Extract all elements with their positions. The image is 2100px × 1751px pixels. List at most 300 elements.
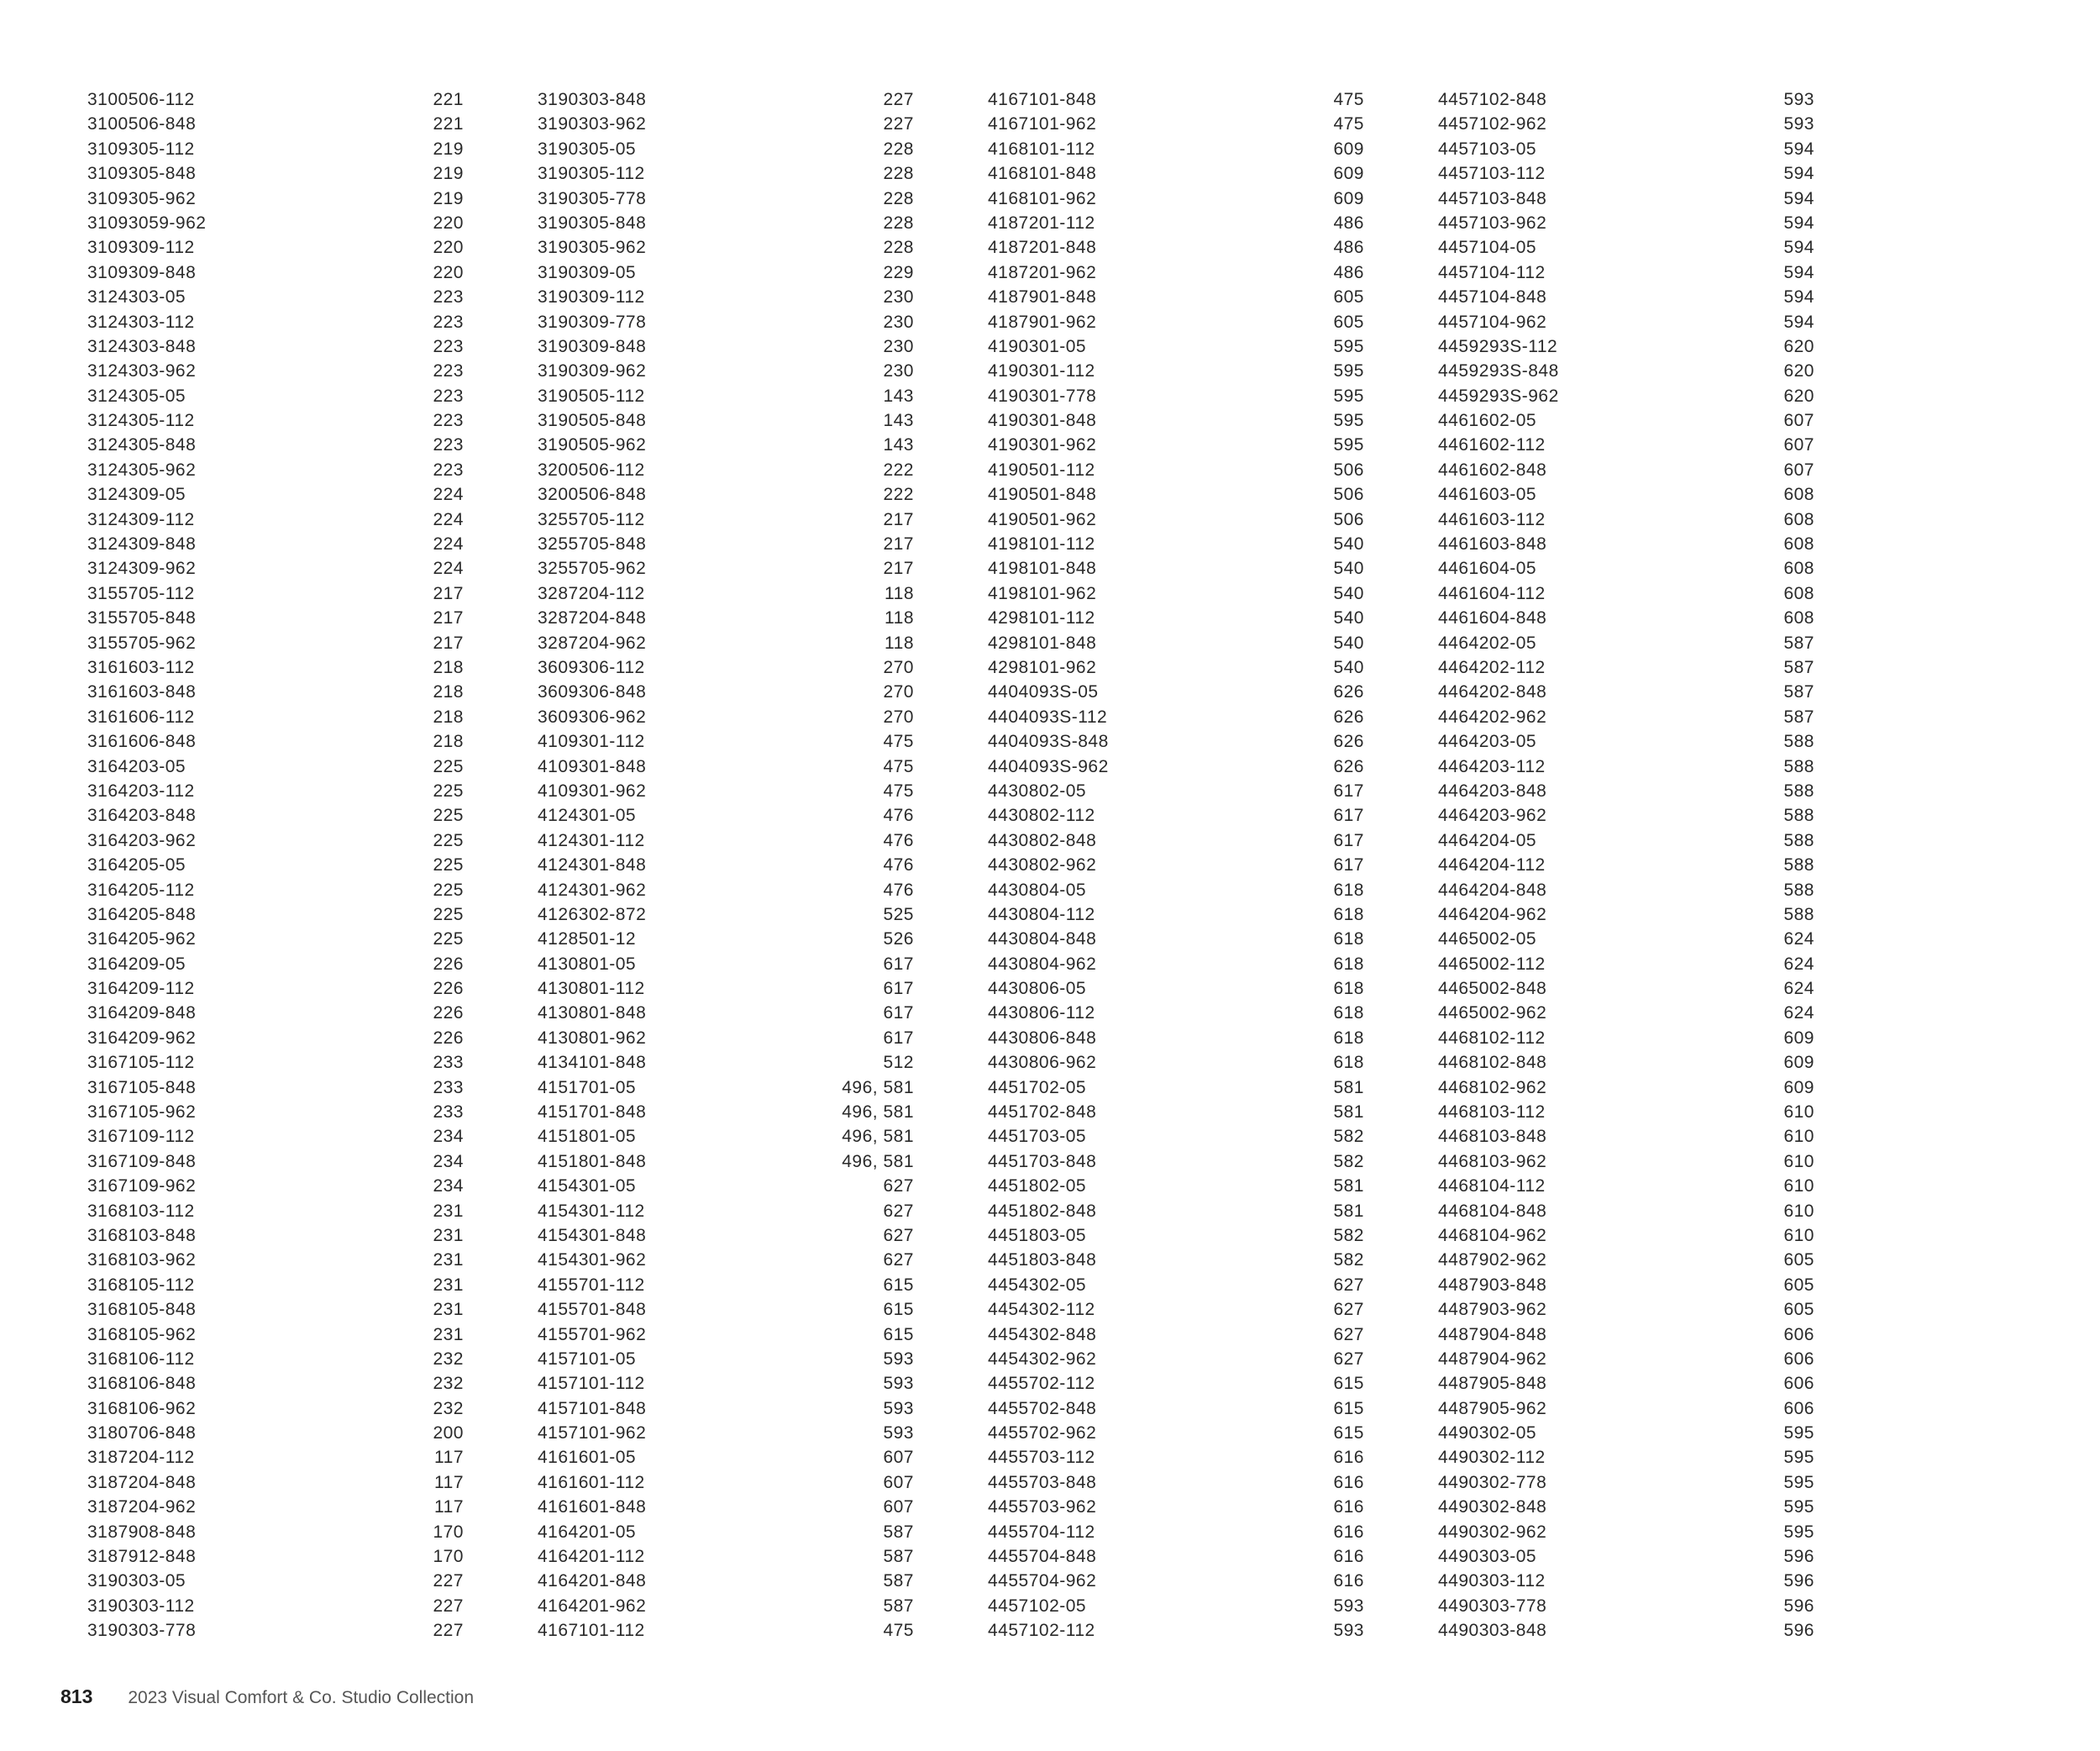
page-reference: 609 <box>1333 188 1364 208</box>
page-reference: 218 <box>433 682 464 702</box>
index-entry <box>538 705 914 729</box>
index-entry <box>1438 1273 1814 1297</box>
sku-number: 3168106-112 <box>87 1349 195 1369</box>
sku-number: 4457102-05 <box>988 1596 1087 1616</box>
page-reference: 620 <box>1783 336 1814 356</box>
page-reference: 232 <box>433 1349 464 1369</box>
index-entry <box>988 803 1364 828</box>
page-reference: 617 <box>883 1003 914 1023</box>
page-reference: 624 <box>1783 954 1814 974</box>
index-entry <box>1438 260 1814 285</box>
index-entry <box>538 1100 914 1124</box>
page-reference: 476 <box>883 806 914 826</box>
index-entry <box>1438 1544 1814 1569</box>
page-reference: 231 <box>433 1300 464 1320</box>
page-footer <box>60 1685 474 1708</box>
index-entry <box>988 680 1364 704</box>
index-entry <box>538 1421 914 1445</box>
index-entry <box>538 878 914 902</box>
sku-number: 4198101-962 <box>988 583 1097 603</box>
page-reference: 230 <box>883 361 914 381</box>
index-entry <box>538 655 914 680</box>
index-entry <box>538 532 914 556</box>
sku-number: 3167105-112 <box>87 1053 195 1073</box>
index-entry <box>87 581 464 606</box>
index-entry <box>988 359 1364 383</box>
index-entry <box>1438 310 1814 334</box>
index-entry <box>87 1445 464 1470</box>
index-entry <box>87 532 464 556</box>
page-reference: 594 <box>1783 287 1814 308</box>
sku-number: 4464202-112 <box>1438 657 1546 677</box>
sku-number: 4126302-872 <box>538 904 647 924</box>
index-entry <box>1438 878 1814 902</box>
sku-number: 3190305-962 <box>538 238 647 258</box>
sku-number: 3164205-112 <box>87 880 195 900</box>
index-entry <box>87 1371 464 1396</box>
sku-number: 4465002-05 <box>1438 929 1537 949</box>
index-entry <box>1438 235 1814 260</box>
sku-number: 4298101-848 <box>988 633 1097 653</box>
page-reference: 595 <box>1333 336 1364 356</box>
index-entry <box>988 285 1364 309</box>
index-entry <box>538 137 914 161</box>
index-entry <box>87 1495 464 1519</box>
sku-number: 4465002-112 <box>1438 954 1546 974</box>
sku-number: 4155701-112 <box>538 1275 645 1295</box>
sku-number: 4109301-962 <box>538 781 647 801</box>
page-reference: 223 <box>433 361 464 381</box>
page-reference: 226 <box>433 954 464 974</box>
page-reference: 606 <box>1783 1398 1814 1418</box>
index-entry <box>988 1396 1364 1421</box>
page-reference: 608 <box>1783 485 1814 505</box>
sku-number: 4451802-05 <box>988 1176 1087 1196</box>
page-reference: 582 <box>1333 1151 1364 1171</box>
page-reference: 618 <box>1333 880 1364 900</box>
index-entry <box>988 211 1364 235</box>
page-reference: 617 <box>883 1028 914 1048</box>
sku-number: 4187201-962 <box>988 262 1097 282</box>
sku-number: 4468102-848 <box>1438 1053 1547 1073</box>
sku-number: 3100506-112 <box>87 90 195 109</box>
index-entry <box>538 334 914 359</box>
index-entry <box>988 310 1364 334</box>
sku-number: 3255705-962 <box>538 559 647 579</box>
sku-number: 3109305-962 <box>87 188 197 208</box>
sku-number: 4457103-05 <box>1438 139 1537 159</box>
index-entry <box>538 384 914 408</box>
page-reference: 540 <box>1333 657 1364 677</box>
index-entry <box>1438 556 1814 581</box>
page-reference: 587 <box>883 1547 914 1567</box>
index-entry <box>1438 384 1814 408</box>
page-reference: 581 <box>1333 1176 1364 1196</box>
page-reference: 627 <box>1333 1349 1364 1369</box>
page-reference: 617 <box>883 979 914 999</box>
sku-number: 4198101-848 <box>988 559 1097 579</box>
page-reference: 610 <box>1783 1127 1814 1147</box>
sku-number: 4124301-848 <box>538 855 647 876</box>
index-entry <box>538 1174 914 1198</box>
sku-number: 3164209-112 <box>87 979 195 999</box>
index-entry <box>1438 408 1814 433</box>
page-reference: 616 <box>1333 1497 1364 1517</box>
sku-number: 3164209-05 <box>87 954 186 974</box>
sku-number: 3190505-112 <box>538 386 645 406</box>
index-entry <box>538 729 914 754</box>
sku-number: 3164209-848 <box>87 1003 197 1023</box>
index-entry <box>1438 705 1814 729</box>
page-reference: 225 <box>433 880 464 900</box>
page-reference: 170 <box>433 1522 464 1542</box>
sku-number: 4190501-962 <box>988 509 1097 529</box>
page-reference: 615 <box>1333 1398 1364 1418</box>
sku-number: 4430802-962 <box>988 855 1097 876</box>
sku-number: 3164203-112 <box>87 781 195 801</box>
index-entry <box>87 1026 464 1050</box>
page-reference: 588 <box>1783 830 1814 850</box>
index-entry <box>87 680 464 704</box>
index-entry <box>538 1001 914 1025</box>
page-reference: 224 <box>433 509 464 529</box>
index-entry <box>538 779 914 803</box>
sku-number: 4468102-112 <box>1438 1028 1546 1048</box>
sku-number: 4430804-962 <box>988 954 1097 974</box>
page-reference: 618 <box>1333 979 1364 999</box>
sku-number: 4190501-112 <box>988 460 1095 480</box>
sku-number: 4490303-778 <box>1438 1596 1547 1616</box>
sku-number: 4468102-962 <box>1438 1077 1547 1097</box>
sku-number: 4457104-962 <box>1438 312 1547 332</box>
page-reference: 219 <box>433 139 464 159</box>
page-reference: 218 <box>433 657 464 677</box>
page-reference: 118 <box>885 608 914 628</box>
index-entry <box>538 187 914 211</box>
sku-number: 4468103-962 <box>1438 1151 1547 1171</box>
index-entry <box>1438 1396 1814 1421</box>
index-entry <box>1438 1322 1814 1347</box>
page-reference: 506 <box>1333 485 1364 505</box>
index-entry <box>988 1470 1364 1495</box>
index-entry <box>1438 1001 1814 1025</box>
sku-number: 3190303-05 <box>87 1571 186 1591</box>
index-entry <box>538 1050 914 1075</box>
index-entry <box>87 1223 464 1248</box>
page-reference: 475 <box>883 756 914 776</box>
page-reference: 540 <box>1333 608 1364 628</box>
page-reference: 224 <box>433 485 464 505</box>
index-entry <box>87 779 464 803</box>
sku-number: 3190305-848 <box>538 213 647 233</box>
sku-number: 3255705-848 <box>538 534 647 555</box>
sku-number: 3168105-848 <box>87 1300 197 1320</box>
sku-number: 4157101-848 <box>538 1398 647 1418</box>
index-entry <box>538 285 914 309</box>
index-entry <box>87 1075 464 1100</box>
sku-number: 4167101-112 <box>538 1621 645 1641</box>
index-entry <box>1438 1050 1814 1075</box>
index-entry <box>988 112 1364 136</box>
index-entry <box>988 433 1364 457</box>
sku-number: 4459293S-848 <box>1438 361 1559 381</box>
page-reference: 496, 581 <box>842 1077 914 1097</box>
sku-number: 4134101-848 <box>538 1053 647 1073</box>
index-entry <box>988 976 1364 1001</box>
page-reference: 593 <box>1783 90 1814 109</box>
sku-number: 4151701-05 <box>538 1077 637 1097</box>
index-entry <box>87 1174 464 1198</box>
index-entry <box>538 235 914 260</box>
sku-number: 3100506-848 <box>87 114 197 134</box>
sku-number: 3124303-962 <box>87 361 197 381</box>
sku-number: 4430806-112 <box>988 1003 1095 1023</box>
sku-number: 4468103-112 <box>1438 1102 1546 1123</box>
page-reference: 582 <box>1333 1250 1364 1270</box>
sku-number: 4464203-112 <box>1438 756 1546 776</box>
index-entry <box>538 1347 914 1371</box>
page-reference: 588 <box>1783 781 1814 801</box>
sku-number: 4124301-962 <box>538 880 647 900</box>
sku-number: 3124305-112 <box>87 411 195 431</box>
sku-number: 4430806-05 <box>988 979 1087 999</box>
sku-number: 4190301-112 <box>988 361 1095 381</box>
index-entry <box>988 260 1364 285</box>
index-entry <box>1438 606 1814 630</box>
index-entry <box>538 828 914 853</box>
index-entry <box>1438 532 1814 556</box>
sku-number: 4461604-112 <box>1438 583 1546 603</box>
sku-number: 4464202-05 <box>1438 633 1537 653</box>
page-reference: 594 <box>1783 238 1814 258</box>
index-entry <box>538 1075 914 1100</box>
page-reference: 594 <box>1783 312 1814 332</box>
index-entry <box>988 1544 1364 1569</box>
index-entry <box>1438 1199 1814 1223</box>
sku-number: 4465002-848 <box>1438 979 1547 999</box>
sku-number: 4154301-962 <box>538 1250 647 1270</box>
index-entry <box>87 433 464 457</box>
index-entry <box>988 87 1364 112</box>
sku-number: 4465002-962 <box>1438 1003 1547 1023</box>
page-reference: 608 <box>1783 608 1814 628</box>
sku-number: 4461603-05 <box>1438 485 1537 505</box>
sku-number: 4464204-848 <box>1438 880 1547 900</box>
sku-number: 4487905-848 <box>1438 1374 1547 1394</box>
page-reference: 231 <box>433 1225 464 1245</box>
page-reference: 615 <box>883 1324 914 1344</box>
sku-number: 4454302-848 <box>988 1324 1097 1344</box>
sku-number: 4490302-112 <box>1438 1448 1546 1468</box>
index-entry <box>988 458 1364 482</box>
sku-number: 4457103-112 <box>1438 164 1546 184</box>
index-entry <box>1438 1445 1814 1470</box>
page-reference: 608 <box>1783 534 1814 555</box>
sku-number: 4464203-05 <box>1438 732 1537 752</box>
index-entry <box>1438 828 1814 853</box>
index-entry <box>87 1100 464 1124</box>
index-entry <box>988 952 1364 976</box>
page-reference: 618 <box>1333 1003 1364 1023</box>
page-reference: 234 <box>433 1127 464 1147</box>
index-entry <box>1438 1470 1814 1495</box>
sku-number: 4464203-962 <box>1438 806 1547 826</box>
page-reference: 607 <box>1783 460 1814 480</box>
index-entry <box>538 1199 914 1223</box>
sku-number: 4455704-112 <box>988 1522 1095 1542</box>
index-entry <box>988 729 1364 754</box>
index-entry <box>538 1569 914 1593</box>
sku-number: 4454302-962 <box>988 1349 1097 1369</box>
sku-number: 4457103-962 <box>1438 213 1547 233</box>
sku-number: 4154301-05 <box>538 1176 637 1196</box>
page-reference: 230 <box>883 336 914 356</box>
index-entry <box>1438 779 1814 803</box>
index-entry <box>1438 976 1814 1001</box>
index-entry <box>538 1149 914 1174</box>
page-reference: 512 <box>883 1053 914 1073</box>
index-entry <box>1438 1149 1814 1174</box>
page-reference: 593 <box>1333 1621 1364 1641</box>
sku-number: 3190309-778 <box>538 312 647 332</box>
sku-number: 4459293S-962 <box>1438 386 1559 406</box>
page-reference: 222 <box>883 460 914 480</box>
sku-number: 3155705-112 <box>87 583 195 603</box>
page-reference: 217 <box>883 559 914 579</box>
page-reference: 223 <box>433 435 464 455</box>
page-reference: 609 <box>1333 164 1364 184</box>
index-entry <box>87 952 464 976</box>
sku-number: 3164209-962 <box>87 1028 197 1048</box>
page-reference: 200 <box>433 1423 464 1443</box>
index-entry <box>988 1322 1364 1347</box>
index-entry <box>1438 187 1814 211</box>
index-entry <box>1438 1371 1814 1396</box>
index-entry <box>87 285 464 309</box>
sku-number: 4459293S-112 <box>1438 336 1558 356</box>
index-entry <box>87 1569 464 1593</box>
sku-number: 3200506-848 <box>538 485 647 505</box>
index-entry <box>988 779 1364 803</box>
page-reference: 228 <box>883 139 914 159</box>
page-reference: 624 <box>1783 1003 1814 1023</box>
page-reference: 606 <box>1783 1349 1814 1369</box>
index-entry <box>1438 482 1814 507</box>
index-entry <box>988 1124 1364 1149</box>
index-entry <box>1438 1594 1814 1618</box>
page-reference: 228 <box>883 238 914 258</box>
index-entry <box>87 1594 464 1618</box>
sku-number: 3200506-112 <box>538 460 645 480</box>
index-entry <box>988 1520 1364 1544</box>
index-entry <box>1438 1075 1814 1100</box>
page-reference: 605 <box>1783 1300 1814 1320</box>
page-reference: 610 <box>1783 1102 1814 1123</box>
sku-number: 3190309-848 <box>538 336 647 356</box>
page-reference: 225 <box>433 929 464 949</box>
index-entry <box>538 976 914 1001</box>
page-reference: 609 <box>1333 139 1364 159</box>
index-entry <box>988 482 1364 507</box>
index-entry <box>1438 1347 1814 1371</box>
sku-number: 4124301-112 <box>538 830 645 850</box>
index-entry <box>988 532 1364 556</box>
index-entry <box>988 1026 1364 1050</box>
sku-number: 3124309-05 <box>87 485 186 505</box>
index-entry <box>87 1544 464 1569</box>
page-reference: 225 <box>433 830 464 850</box>
index-entry <box>1438 507 1814 532</box>
index-entry <box>1438 680 1814 704</box>
page-reference: 223 <box>433 336 464 356</box>
index-entry <box>87 1520 464 1544</box>
index-entry <box>87 384 464 408</box>
sku-number: 4430802-112 <box>988 806 1095 826</box>
page-reference: 626 <box>1333 707 1364 727</box>
sku-number: 4404093S-05 <box>988 682 1099 702</box>
page-reference: 223 <box>433 386 464 406</box>
index-entry <box>1438 952 1814 976</box>
sku-number: 3161606-848 <box>87 732 197 752</box>
sku-number: 3124309-112 <box>87 509 195 529</box>
index-column-3 <box>988 87 1364 1643</box>
page-reference: 232 <box>433 1374 464 1394</box>
index-entry <box>1438 927 1814 951</box>
sku-number: 3168105-112 <box>87 1275 195 1295</box>
sku-number: 4151801-848 <box>538 1151 647 1171</box>
index-entry <box>1438 581 1814 606</box>
page-reference: 627 <box>883 1225 914 1245</box>
sku-number: 4168101-962 <box>988 188 1097 208</box>
page-reference: 626 <box>1333 732 1364 752</box>
sku-number: 4455703-962 <box>988 1497 1097 1517</box>
page-reference: 596 <box>1783 1621 1814 1641</box>
sku-number: 4198101-112 <box>988 534 1095 555</box>
index-entry <box>1438 1026 1814 1050</box>
sku-number: 3109309-112 <box>87 238 195 258</box>
index-column-2 <box>538 87 914 1643</box>
page-reference: 609 <box>1783 1053 1814 1073</box>
index-entry <box>87 1050 464 1075</box>
page-reference: 540 <box>1333 534 1364 555</box>
index-entry <box>988 1100 1364 1124</box>
index-entry <box>538 408 914 433</box>
sku-number: 4190501-848 <box>988 485 1097 505</box>
index-entry <box>538 803 914 828</box>
page-reference: 143 <box>883 386 914 406</box>
index-entry <box>1438 1223 1814 1248</box>
page-reference: 220 <box>433 213 464 233</box>
page-reference: 618 <box>1333 1053 1364 1073</box>
page-reference: 234 <box>433 1151 464 1171</box>
index-entry <box>988 161 1364 186</box>
index-entry <box>538 581 914 606</box>
sku-number: 4187201-848 <box>988 238 1097 258</box>
sku-number: 3190505-962 <box>538 435 647 455</box>
page-reference: 615 <box>1333 1423 1364 1443</box>
index-entry <box>87 853 464 877</box>
index-entry <box>87 187 464 211</box>
index-entry <box>1438 1495 1814 1519</box>
index-entry <box>538 853 914 877</box>
sku-number: 3190303-962 <box>538 114 647 134</box>
index-entry <box>988 507 1364 532</box>
page-reference: 475 <box>883 1621 914 1641</box>
sku-number: 4451702-848 <box>988 1102 1097 1123</box>
page-reference: 605 <box>1333 312 1364 332</box>
page-reference: 595 <box>1333 411 1364 431</box>
page-reference: 225 <box>433 806 464 826</box>
